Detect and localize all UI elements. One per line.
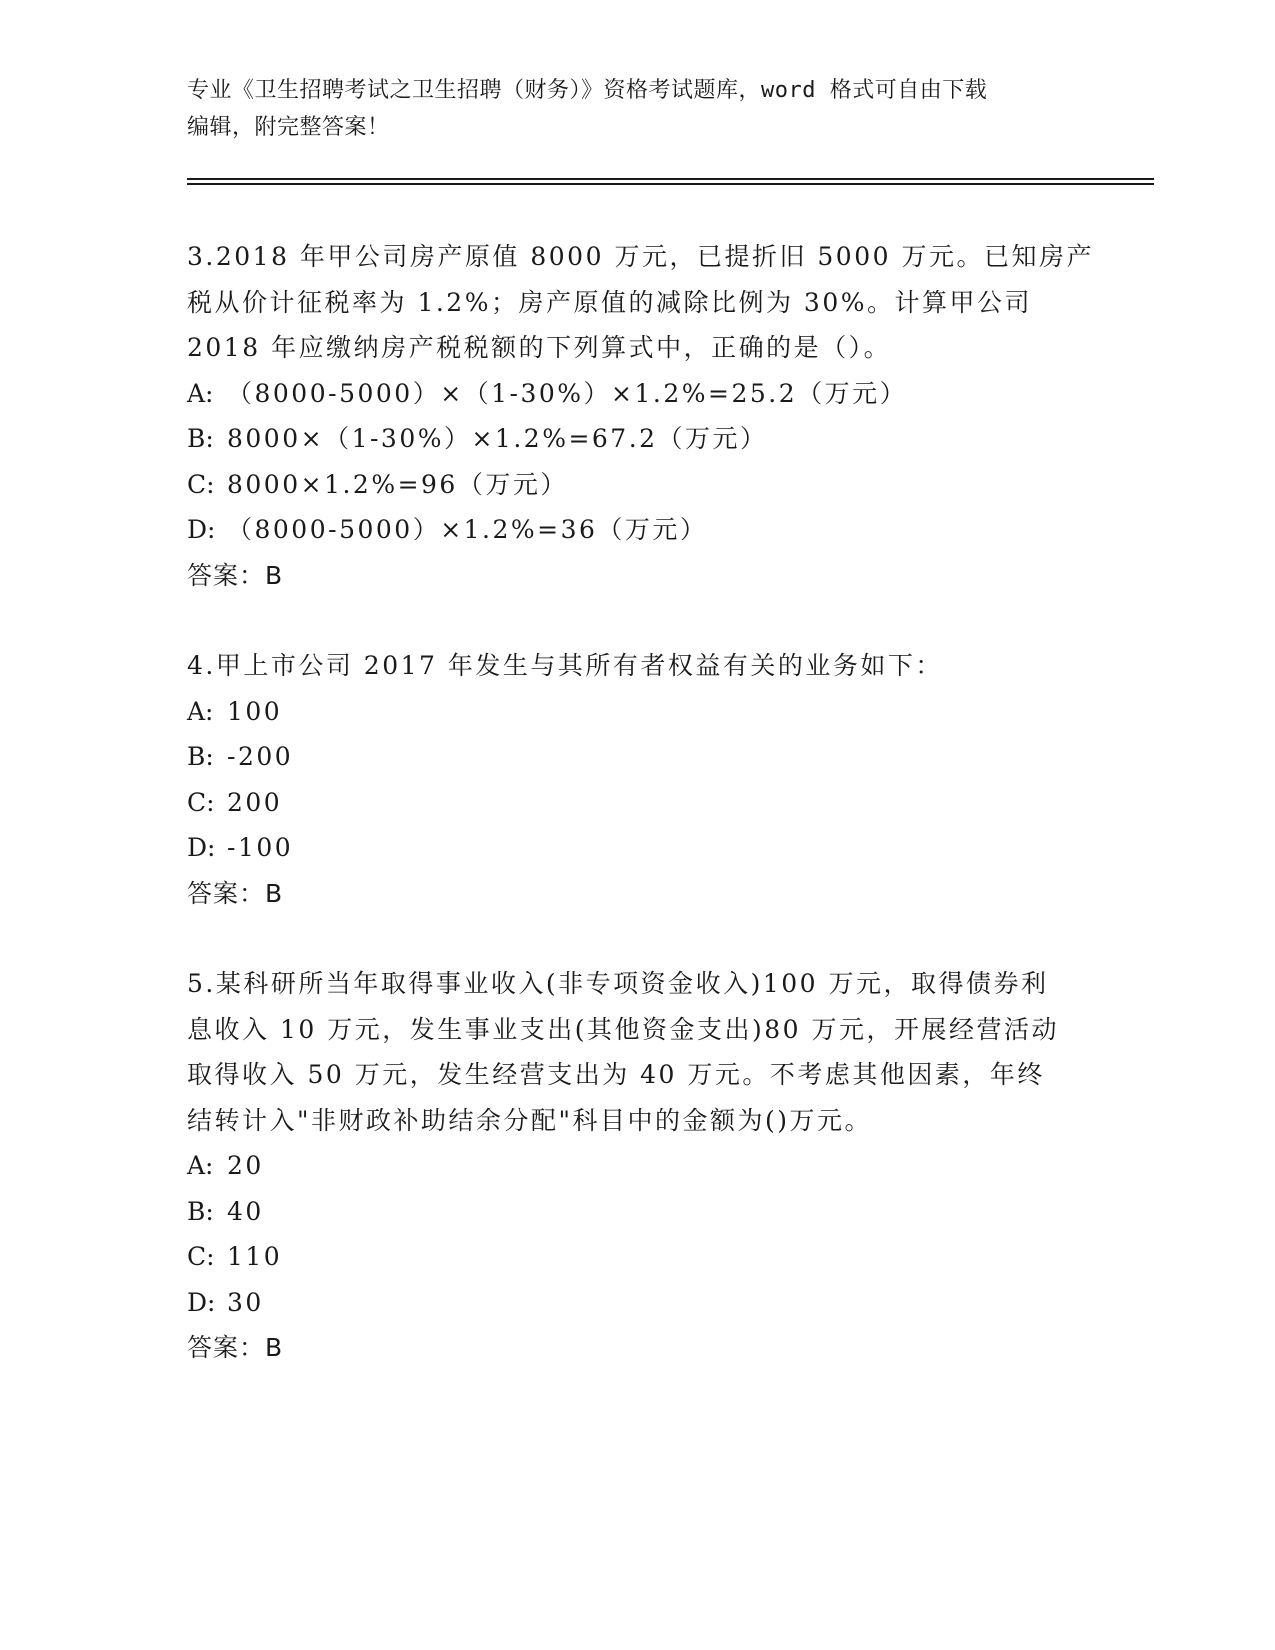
question-list (187, 234, 1094, 1416)
answer-option (187, 1280, 1087, 1326)
option-label: A: (187, 696, 214, 726)
option-label: D: (187, 833, 216, 862)
answer-option (187, 371, 1087, 417)
question-item (187, 961, 1087, 1371)
option-text: -100 (227, 833, 294, 862)
option-text: 30 (227, 1287, 264, 1317)
header-line-1: 专业《卫生招聘考试之卫生招聘（财务）》资格考试题库，word 格式可自由下载 (187, 78, 988, 103)
option-label: C: (187, 1242, 215, 1271)
question-item (187, 234, 1094, 598)
header-divider-top (187, 178, 1154, 180)
option-label: C: (187, 469, 215, 499)
option-text: 110 (227, 1242, 283, 1271)
option-text: 20 (227, 1151, 264, 1180)
answer-option (187, 689, 1087, 735)
answer-key: 答案：B (187, 1333, 284, 1362)
question-stem-line: 2018 年应缴纳房产税税额的下列算式中，正确的是（）。 (187, 333, 892, 362)
option-label: B: (187, 1196, 214, 1226)
answer-option (187, 507, 1087, 553)
option-text: 8000×1.2%=96（万元） (227, 469, 568, 499)
question-stem-line: 结转计入"非财政补助结余分配"科目中的金额为()万元。 (187, 1105, 873, 1135)
answer-key: 答案：B (187, 560, 284, 590)
document-header (187, 72, 1087, 146)
answer-option (187, 1143, 1087, 1189)
question-item (187, 643, 1087, 916)
answer-option (187, 416, 1087, 462)
option-label: A: (187, 1151, 214, 1180)
answer-option (187, 462, 1087, 508)
option-label: C: (187, 787, 215, 817)
header-divider-bottom (187, 183, 1154, 185)
option-label: D: (187, 1287, 216, 1317)
option-label: B: (187, 742, 214, 771)
option-text: （8000-5000）×（1-30%）×1.2%=25.2（万元） (227, 378, 908, 408)
option-text: 100 (227, 696, 283, 726)
answer-option (187, 734, 1087, 780)
answer-option (187, 825, 1087, 871)
question-stem-line: 3.2018 年甲公司房产原值 8000 万元，已提折旧 5000 万元。已知房产 (187, 242, 1094, 271)
header-line-2: 编辑，附完整答案！ (187, 115, 390, 140)
answer-option (187, 1234, 1087, 1280)
question-stem-line: 税从价计征税率为 1.2%；房产原值的减除比例为 30%。计算甲公司 (187, 287, 1032, 317)
option-text: -200 (227, 742, 294, 771)
option-text: 200 (227, 787, 283, 817)
answer-option (187, 1189, 1087, 1235)
option-label: A: (187, 378, 214, 408)
option-label: B: (187, 424, 214, 453)
question-stem-line: 取得收入 50 万元，发生经营支出为 40 万元。不考虑其他因素，年终 (187, 1060, 1045, 1089)
answer-option (187, 780, 1087, 826)
option-text: 40 (227, 1196, 264, 1226)
question-stem-line: 5.某科研所当年取得事业收入(非专项资金收入)100 万元，取得债券利 (187, 969, 1049, 998)
option-label: D: (187, 515, 216, 544)
answer-key: 答案：B (187, 878, 284, 908)
question-stem-line: 息收入 10 万元，发生事业支出(其他资金支出)80 万元，开展经营活动 (187, 1014, 1059, 1044)
question-stem-line: 4.甲上市公司 2017 年发生与其所有者权益有关的业务如下： (187, 651, 943, 680)
option-text: 8000×（1-30%）×1.2%=67.2（万元） (227, 424, 768, 453)
option-text: （8000-5000）×1.2%=36（万元） (227, 515, 708, 544)
